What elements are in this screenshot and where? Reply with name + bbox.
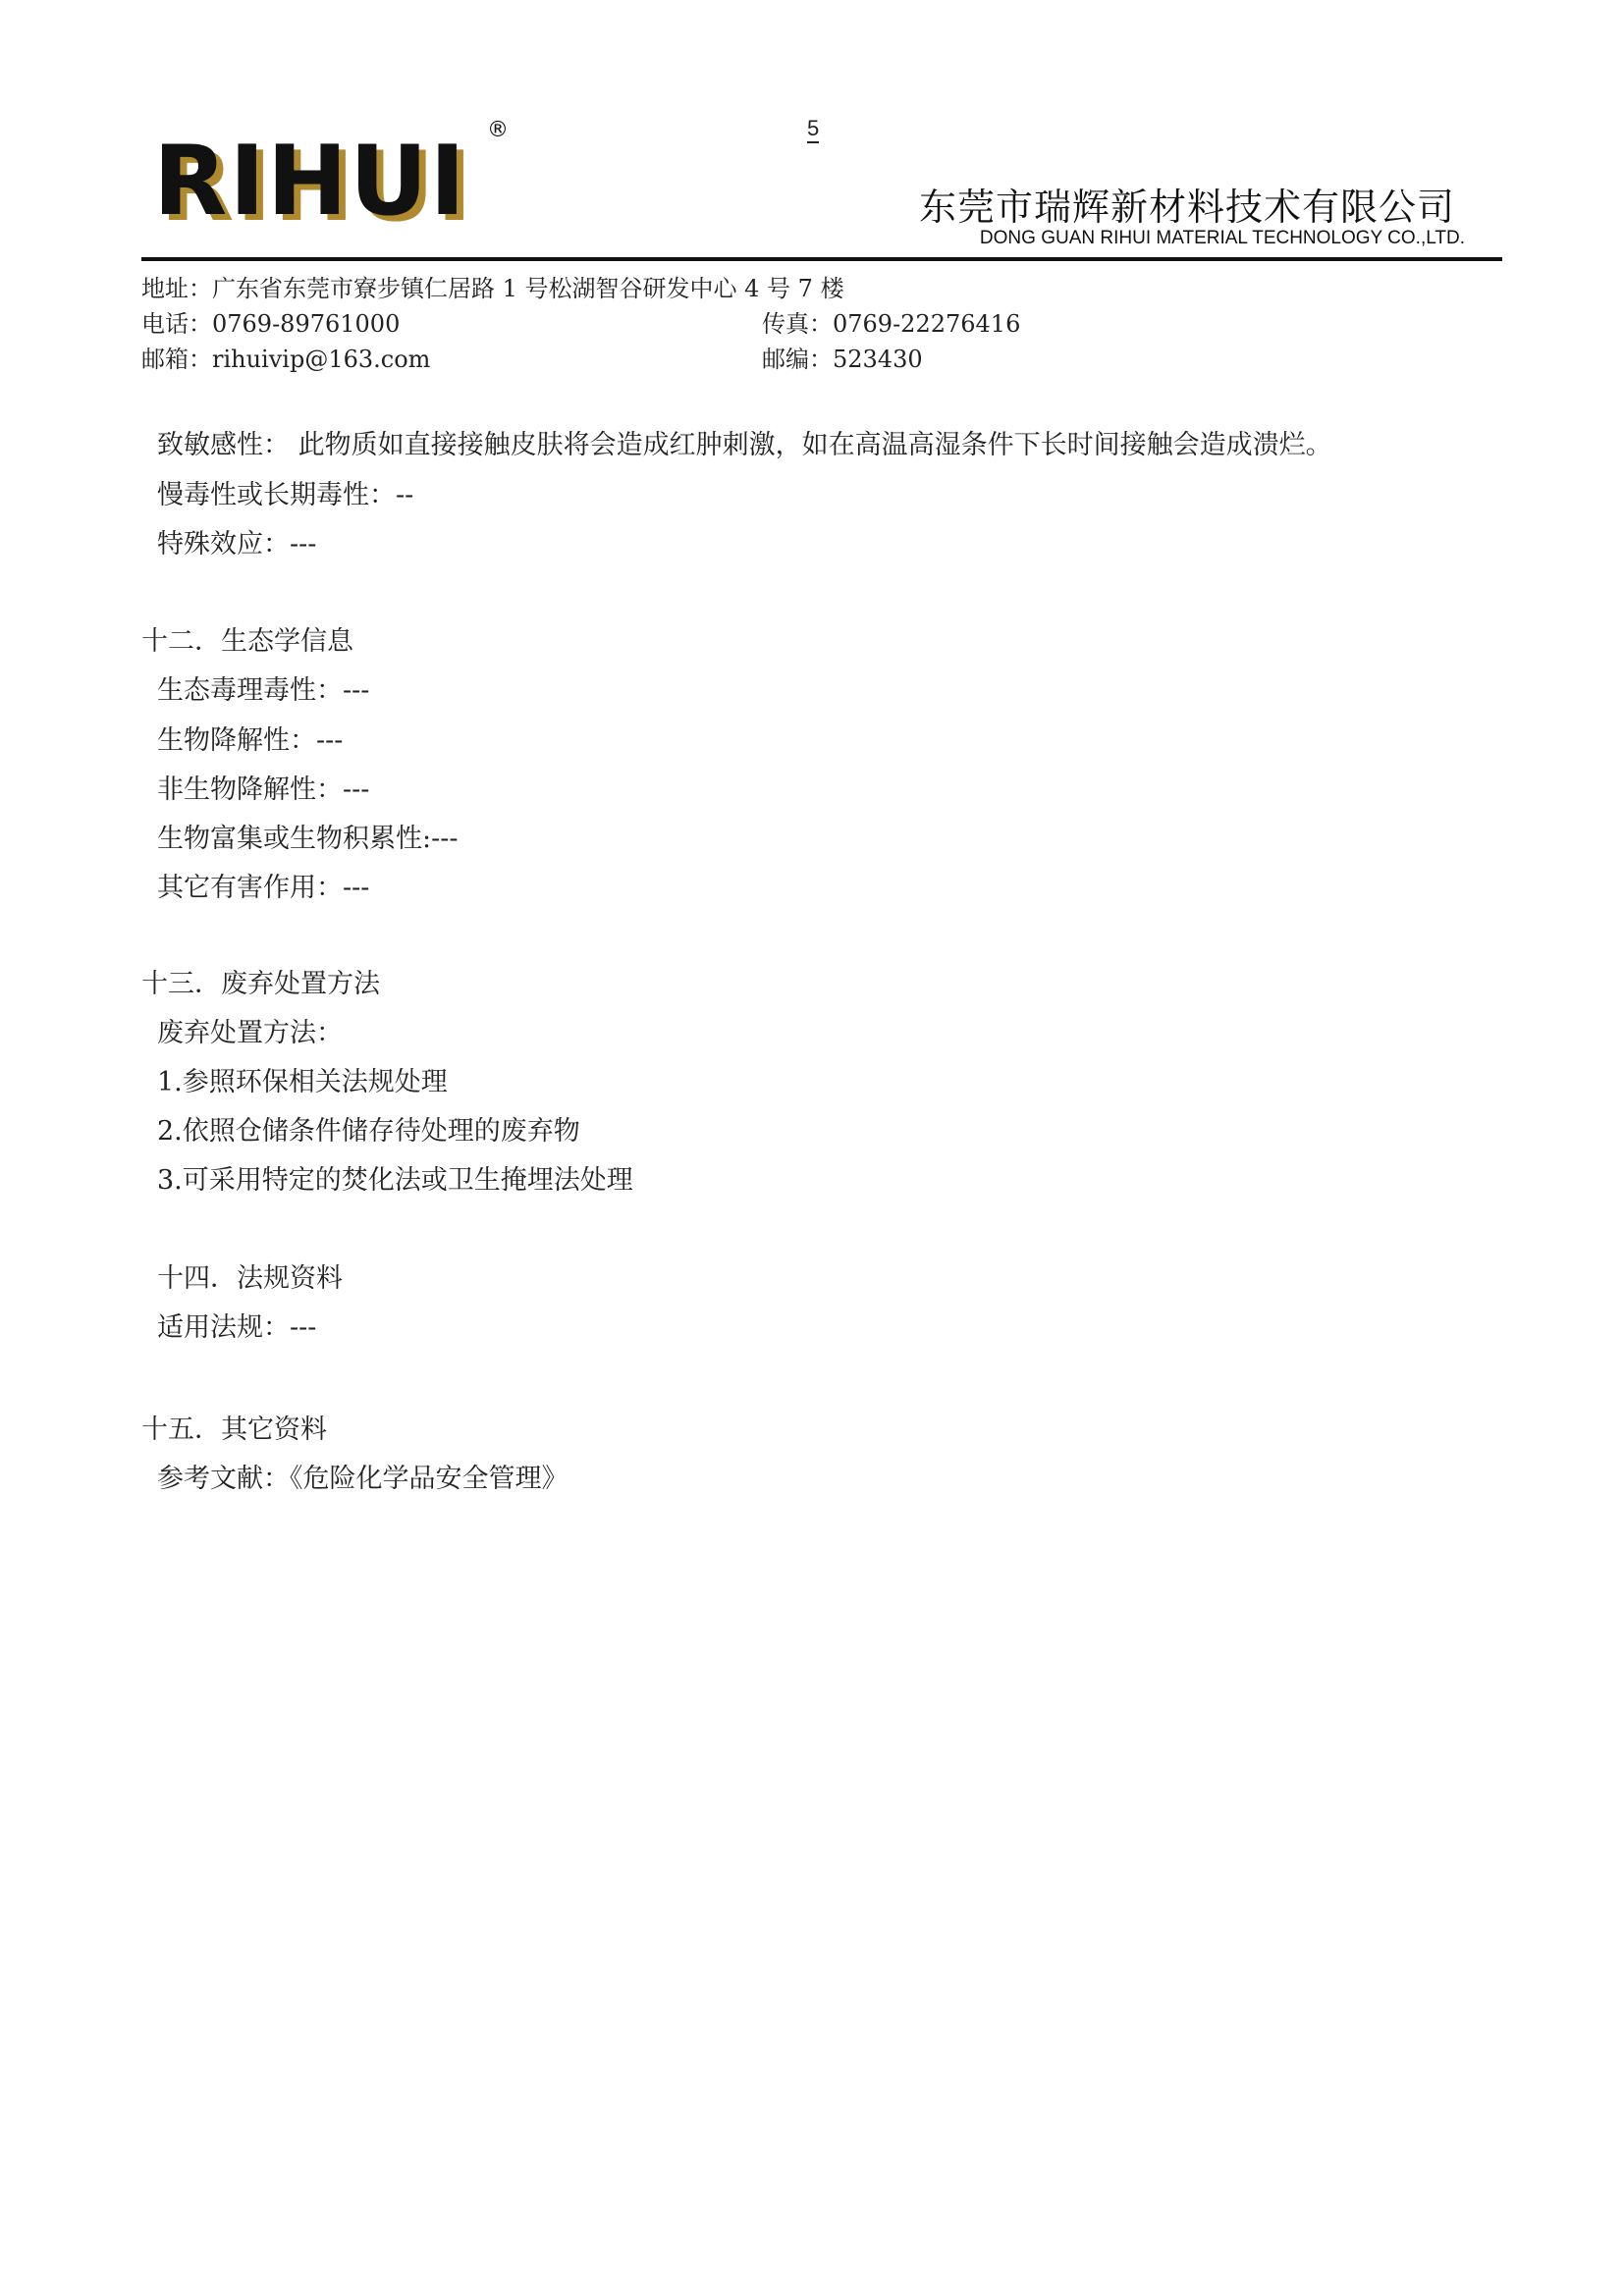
sensitization-line: 致敏感性： 此物质如直接接触皮肤将会造成红肿刺激，如在高温高湿条件下长时间接触会造成溃烂。 xyxy=(157,430,1332,460)
list-item: 非生物降解性：--- xyxy=(157,774,370,805)
section-15-title: 十五．其它资料 xyxy=(141,1415,327,1445)
postcode-line: 邮编：523430 xyxy=(762,346,923,373)
list-item: 1.参照环保相关法规处理 xyxy=(157,1067,448,1097)
company-logo xyxy=(153,118,509,238)
section-12-title: 十二．生态学信息 xyxy=(141,626,353,657)
fax-line: 传真：0769-22276416 xyxy=(762,310,1021,338)
logo-wordmark: RIHUI xyxy=(153,126,467,238)
phone-line: 电话：0769-89761000 xyxy=(141,310,401,338)
address-line: 地址：广东省东莞市寮步镇仁居路 1 号松湖智谷研发中心 4 号 7 楼 xyxy=(141,275,844,302)
section-13-title: 十三．废弃处置方法 xyxy=(141,969,380,999)
list-item: 废弃处置方法： xyxy=(157,1018,343,1048)
page-number: 5 xyxy=(807,116,819,143)
company-name-cn: 东莞市瑞辉新材料技术有限公司 xyxy=(918,186,1455,229)
list-item: 其它有害作用：--- xyxy=(157,873,370,903)
section-14-title: 十四．法规资料 xyxy=(157,1263,343,1294)
header-divider xyxy=(141,257,1502,261)
list-item: 生态毒理毒性：--- xyxy=(157,675,370,706)
chronic-toxicity-line: 慢毒性或长期毒性：-- xyxy=(157,480,414,510)
list-item: 生物降解性：--- xyxy=(157,725,344,756)
list-item: 2.依照仓储条件储存待处理的废弃物 xyxy=(157,1116,580,1147)
list-item: 生物富集或生物积累性:--- xyxy=(157,824,459,854)
list-item: 适用法规：--- xyxy=(157,1312,317,1343)
email-line: 邮箱：rihuivip@163.com xyxy=(141,346,431,373)
list-item: 3.可采用特定的焚化法或卫生掩埋法处理 xyxy=(157,1165,633,1196)
special-effects-line: 特殊效应：--- xyxy=(157,529,317,560)
list-item: 参考文献：《危险化学品安全管理》 xyxy=(157,1464,568,1494)
company-name-en: DONG GUAN RIHUI MATERIAL TECHNOLOGY CO.,LTD. xyxy=(979,228,1465,248)
registered-mark: ® xyxy=(487,118,509,142)
